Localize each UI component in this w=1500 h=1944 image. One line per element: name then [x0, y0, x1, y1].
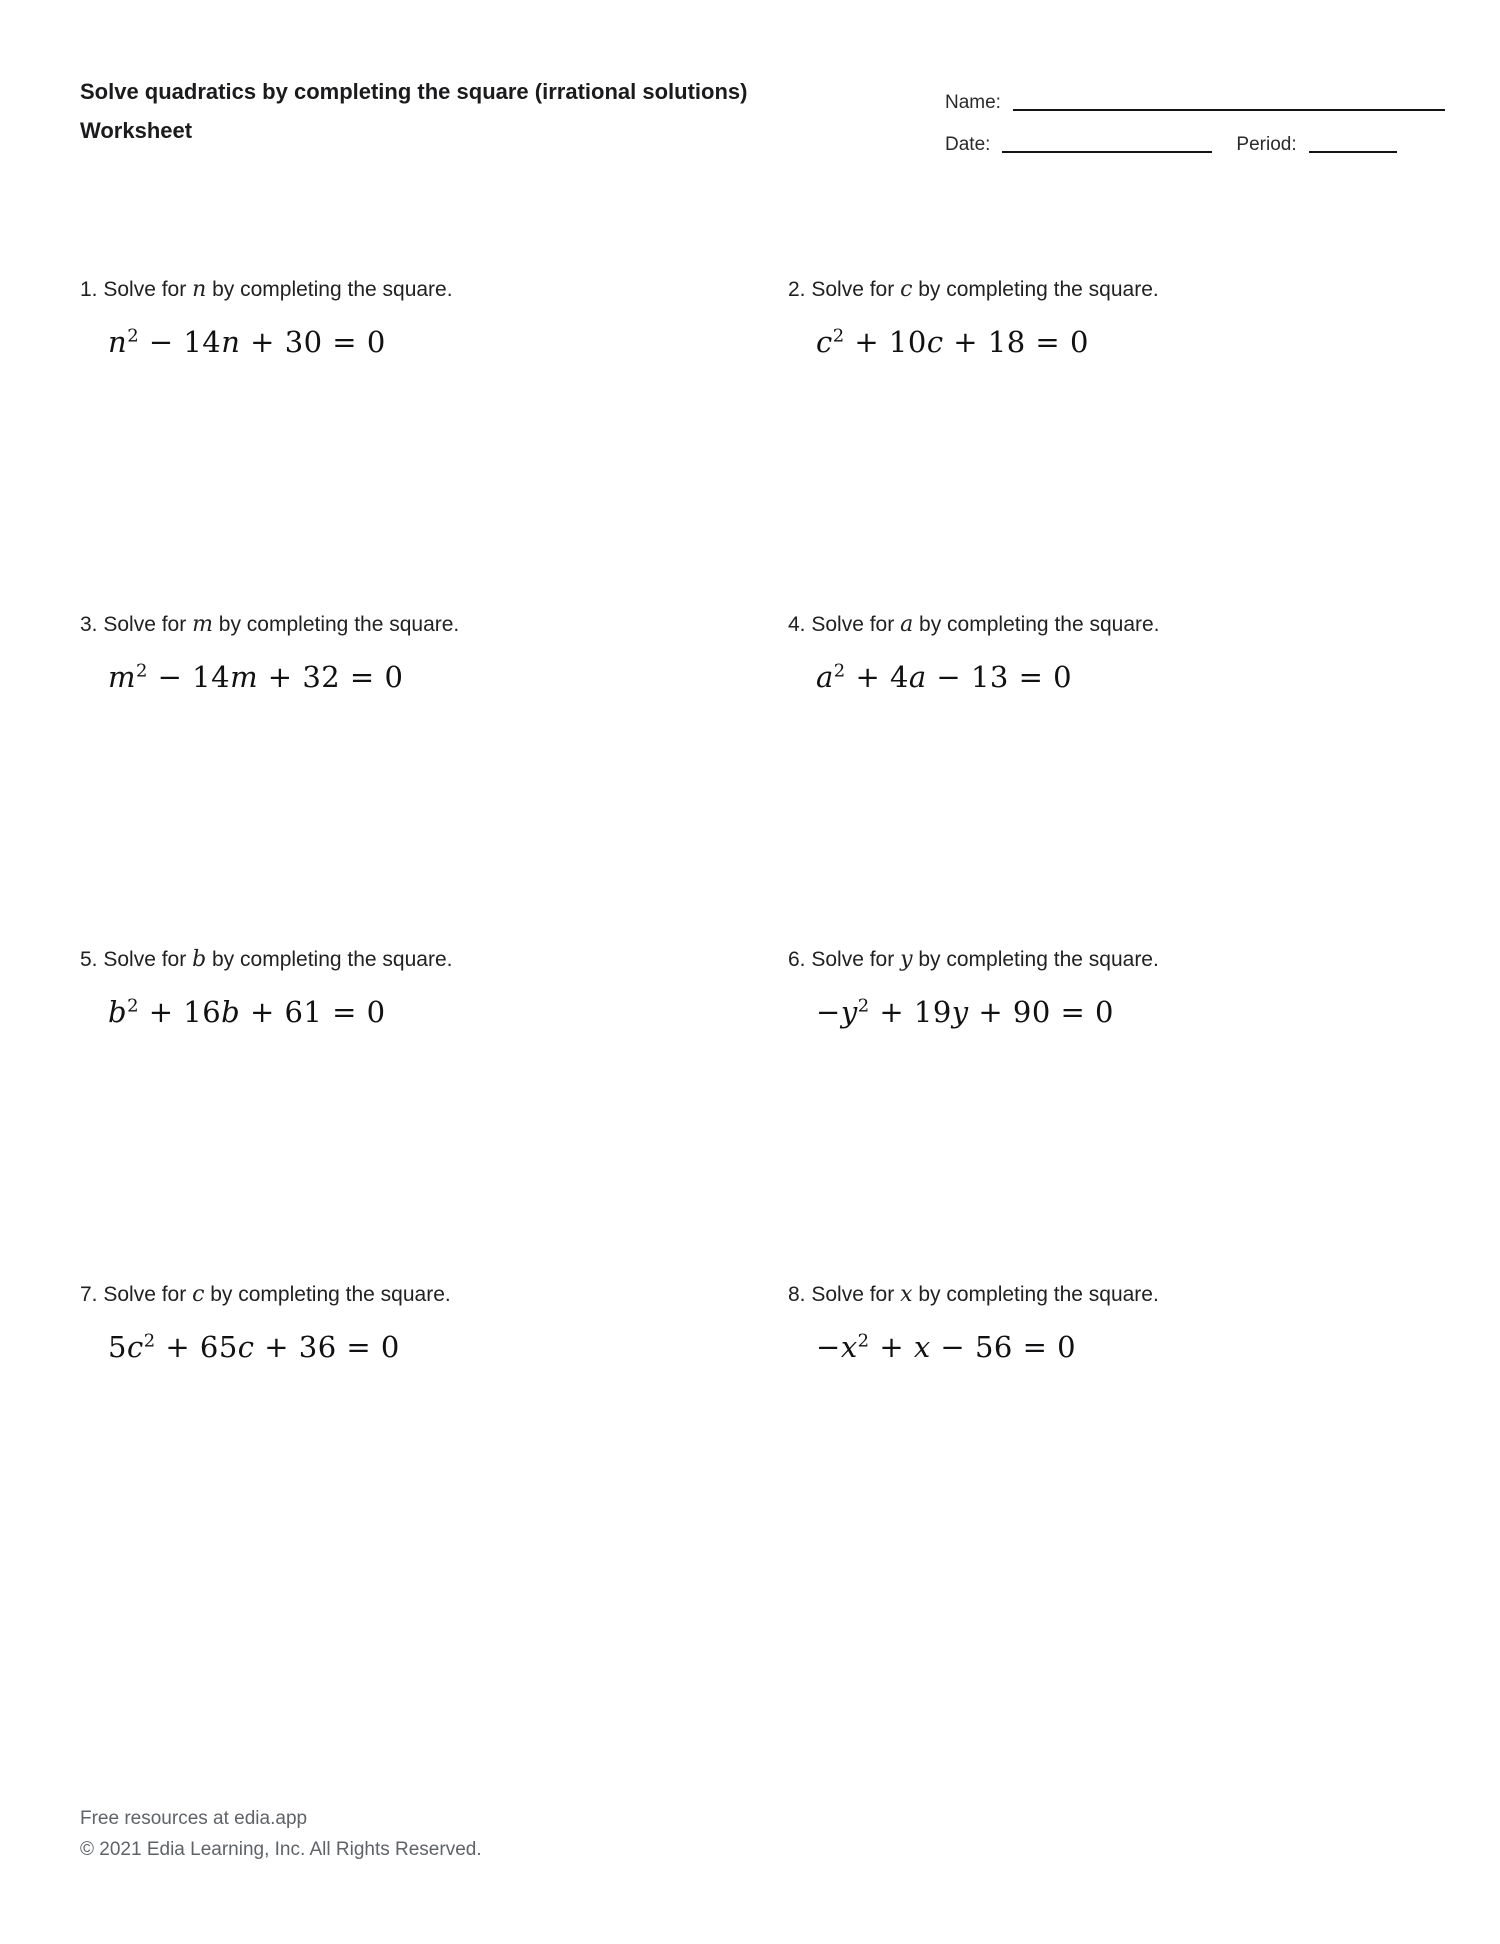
- problem-cell: [788, 611, 1448, 694]
- worksheet-title-line1: Solve quadratics by completing the square (irrational solutions): [80, 79, 748, 104]
- problem-prompt-post: by completing the square.: [912, 948, 1159, 971]
- page-footer: [80, 1803, 482, 1865]
- name-field-row: [945, 90, 1445, 115]
- problem-equation: $a^2 + 4a - 13 = 0$: [816, 660, 1073, 694]
- problem-variable: x: [900, 1282, 913, 1307]
- problem-cell: [788, 946, 1448, 1029]
- problem-cell: [788, 1281, 1448, 1364]
- problem-number: 2.: [788, 278, 812, 301]
- problem-equation: $c^2 + 10c + 18 = 0$: [816, 325, 1089, 359]
- problem-variable: a: [900, 612, 914, 637]
- student-fields: [945, 90, 1445, 174]
- worksheet-title-line2: Worksheet: [80, 118, 193, 143]
- problem-cell: [80, 276, 740, 359]
- problem-prompt: [788, 946, 1448, 973]
- problem-cell: [788, 276, 1448, 359]
- problem-equation: $m^2 - 14m + 32 = 0$: [108, 660, 404, 694]
- period-blank-line: [1309, 143, 1397, 153]
- problem-prompt: [788, 1281, 1448, 1308]
- problem-prompt: [80, 276, 740, 303]
- problem-equation: $-y^2 + 19y + 90 = 0$: [816, 995, 1114, 1029]
- problem-prompt: [80, 1281, 740, 1308]
- problem-prompt: [788, 276, 1448, 303]
- problem-variable: y: [900, 947, 913, 972]
- date-blank-line: [1002, 143, 1212, 153]
- problem-prompt: [788, 611, 1448, 638]
- problem-prompt-pre: Solve for: [811, 948, 901, 971]
- date-period-field-row: [945, 132, 1445, 157]
- problem-equation: $-x^2 + x - 56 = 0$: [816, 1330, 1077, 1364]
- problem-variable: m: [192, 612, 213, 637]
- problem-prompt-pre: Solve for: [103, 278, 193, 301]
- date-label: Date:: [945, 134, 991, 155]
- problem-prompt-post: by completing the square.: [204, 1283, 451, 1306]
- problem-equation: $n^2 - 14n + 30 = 0$: [108, 325, 386, 359]
- footer-resources-text: Free resources at edia.app: [80, 1808, 308, 1829]
- problem-cell: [80, 611, 740, 694]
- problem-number: 6.: [788, 948, 812, 971]
- name-label: Name:: [945, 92, 1001, 113]
- problem-number: 3.: [80, 613, 104, 636]
- problem-prompt-pre: Solve for: [811, 613, 901, 636]
- problem-prompt-pre: Solve for: [103, 1283, 193, 1306]
- problem-prompt-post: by completing the square.: [912, 278, 1159, 301]
- problem-variable: c: [192, 1282, 205, 1307]
- problem-prompt-post: by completing the square.: [913, 613, 1160, 636]
- period-label: Period:: [1236, 134, 1297, 155]
- problem-number: 7.: [80, 1283, 104, 1306]
- problem-prompt-pre: Solve for: [103, 613, 193, 636]
- problem-prompt-post: by completing the square.: [212, 613, 460, 636]
- problem-prompt: [80, 946, 740, 973]
- footer-copyright-text: © 2021 Edia Learning, Inc. All Rights Reserved.: [80, 1839, 482, 1860]
- problem-number: 1.: [80, 278, 104, 301]
- problem-equation: $b^2 + 16b + 61 = 0$: [108, 995, 386, 1029]
- problem-number: 8.: [788, 1283, 812, 1306]
- problem-prompt-post: by completing the square.: [206, 278, 453, 301]
- name-blank-line: [1013, 101, 1445, 111]
- problem-cell: [80, 1281, 740, 1364]
- problem-prompt-pre: Solve for: [811, 278, 901, 301]
- problem-prompt-pre: Solve for: [811, 1283, 901, 1306]
- problem-number: 5.: [80, 948, 104, 971]
- problem-variable: c: [900, 277, 913, 302]
- problem-prompt-post: by completing the square.: [912, 1283, 1159, 1306]
- problem-variable: n: [192, 277, 207, 302]
- problem-variable: b: [192, 947, 207, 972]
- problem-equation: $5c^2 + 65c + 36 = 0$: [108, 1330, 400, 1364]
- worksheet-title: [80, 72, 900, 150]
- problem-prompt-post: by completing the square.: [206, 948, 453, 971]
- problem-number: 4.: [788, 613, 812, 636]
- problem-cell: [80, 946, 740, 1029]
- problem-prompt-pre: Solve for: [103, 948, 193, 971]
- problem-prompt: [80, 611, 740, 638]
